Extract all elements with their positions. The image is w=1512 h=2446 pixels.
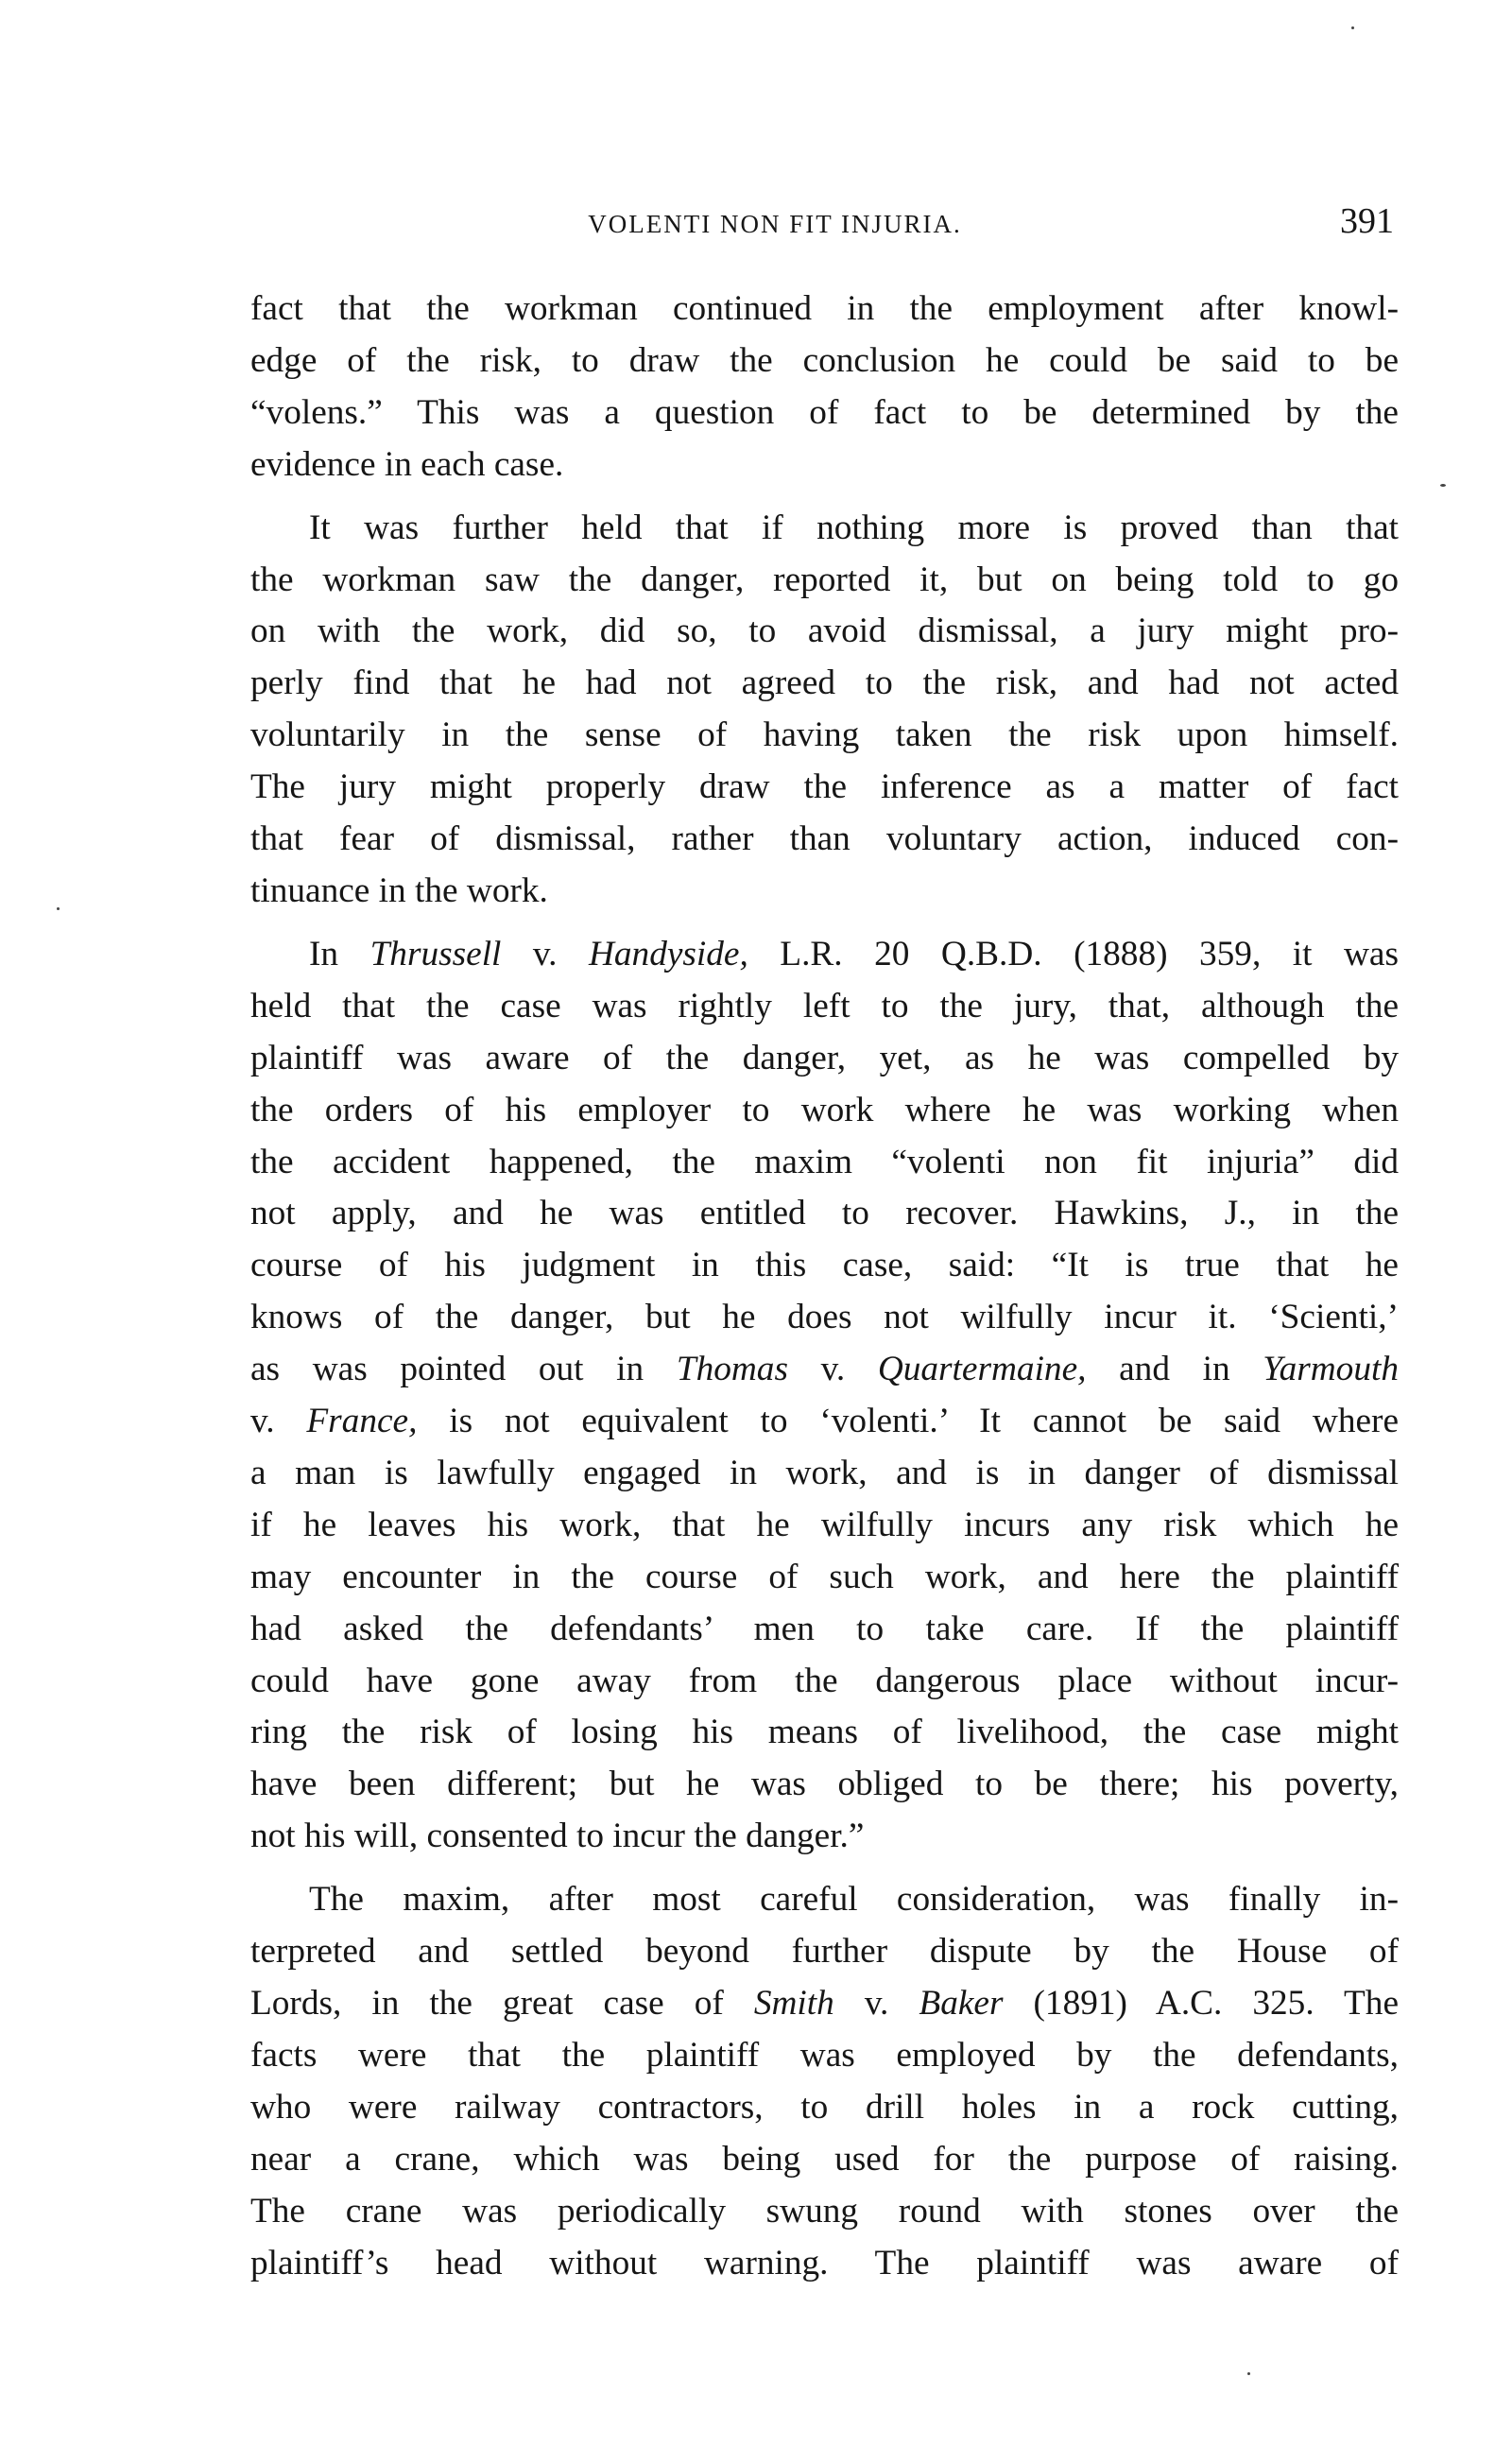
text-line: knows of the danger, but he does not wilfully incur it. ‘Scienti,’ [250,1298,1399,1337]
running-head [250,200,1403,248]
text-line: terpreted and settled beyond further dispute by the House of [250,1932,1399,1972]
body-text [250,284,1399,2289]
text-run: as was pointed out in [250,1350,677,1389]
text-run: L.R. 20 Q.B.D. (1888) 359, it was [747,934,1399,973]
text-line: plaintiff’s head without warning. The plaintiff was aware of [250,2243,1399,2282]
paragraph-1 [250,284,1399,491]
text-line: perly find that he had not agreed to the risk, and had not acted [250,663,1399,703]
case-name: Thrussell [369,934,502,973]
text-run: v. [833,1984,919,2023]
scan-speck [1440,484,1446,487]
case-name: Handyside, [588,934,748,973]
text-line: the workman saw the danger, reported it, but on being told to go [250,560,1399,599]
scan-speck [1247,2372,1250,2375]
text-line: the orders of his employer to work where he was working when [250,1090,1399,1129]
text-line: The jury might properly draw the inference as a matter of fact [250,767,1399,807]
text-run: and in [1086,1350,1263,1389]
case-name: Baker [919,1984,1004,2023]
text-line: near a crane, which was being used for the purpose of raising. [250,2139,1399,2179]
text-line: if he leaves his work, that he wilfully incurs any risk which he [250,1505,1399,1544]
text-line: held that the case was rightly left to the jury, that, although the [250,986,1399,1025]
text-run: v. [250,1402,307,1441]
paragraph-3 [250,929,1399,1863]
text-line [250,929,1399,981]
text-line: “volens.” This was a question of fact to be determined by the [250,392,1399,432]
page-number: 391 [1340,201,1394,241]
scan-speck [57,907,60,910]
text-run: v. [501,934,589,973]
text-line: have been different; but he was obliged to be there; his poverty, [250,1765,1399,1804]
text-line: ring the risk of losing his means of livelihood, the case might [250,1713,1399,1752]
text-line [250,1978,1399,2030]
case-name: Smith [753,1984,834,2023]
running-title: VOLENTI NON FIT INJURIA. [588,210,962,238]
case-name: Thomas [676,1350,788,1389]
text-run: v. [787,1350,878,1389]
text-line: on with the work, did so, to avoid dismissal, a jury might pro- [250,612,1399,651]
text-line: fact that the workman continued in the employment after knowl- [250,289,1399,328]
case-name: France, [306,1402,418,1441]
text-line: could have gone away from the dangerous place without incur- [250,1661,1399,1700]
text-run: (1891) A.C. 325. The [1003,1984,1399,2023]
text-line: that fear of dismissal, rather than voluntary action, induced con- [250,819,1399,859]
scan-speck [1351,26,1354,29]
paragraph-4 [250,1874,1399,2289]
text-run: is not equivalent to ‘volenti.’ It cannot be said where [417,1402,1399,1441]
text-line: a man is lawfully engaged in work, and is in danger of dismissal [250,1453,1399,1492]
case-name: Yarmouth [1263,1350,1399,1389]
text-line: not apply, and he was entitled to recover. Hawkins, J., in the [250,1194,1399,1233]
text-line: plaintiff was aware of the danger, yet, as he was compelled by [250,1038,1399,1077]
text-line: tinuance in the work. [250,870,548,910]
text-line: had asked the defendants’ men to take care. If the plaintiff [250,1609,1399,1648]
text-line [250,1344,1399,1396]
text-line: who were railway contractors, to drill holes in a rock cutting, [250,2087,1399,2127]
text-line [250,1396,1399,1448]
text-line: voluntarily in the sense of having taken the risk upon himself. [250,715,1399,755]
case-name: Quartermaine, [877,1350,1087,1389]
text-run: In [309,934,370,973]
text-line: course of his judgment in this case, said: “It is true that he [250,1246,1399,1285]
text-line: The crane was periodically swung round with stones over the [250,2191,1399,2231]
text-line: edge of the risk, to draw the conclusion he could be said to be [250,340,1399,380]
paragraph-2 [250,503,1399,918]
text-line: the accident happened, the maxim “volenti non fit injuria” did [250,1142,1399,1181]
text-line: evidence in each case. [250,444,564,484]
text-line: not his will, consented to incur the danger.” [250,1817,865,1856]
text-line: The maxim, after most careful consideration, was finally in- [309,1880,1399,1920]
text-run: Lords, in the great case of [250,1984,754,2023]
text-line: facts were that the plaintiff was employed by the defendants, [250,2035,1399,2075]
text-line: may encounter in the course of such work, and here the plaintiff [250,1557,1399,1596]
text-line: It was further held that if nothing more is proved than that [309,508,1399,547]
